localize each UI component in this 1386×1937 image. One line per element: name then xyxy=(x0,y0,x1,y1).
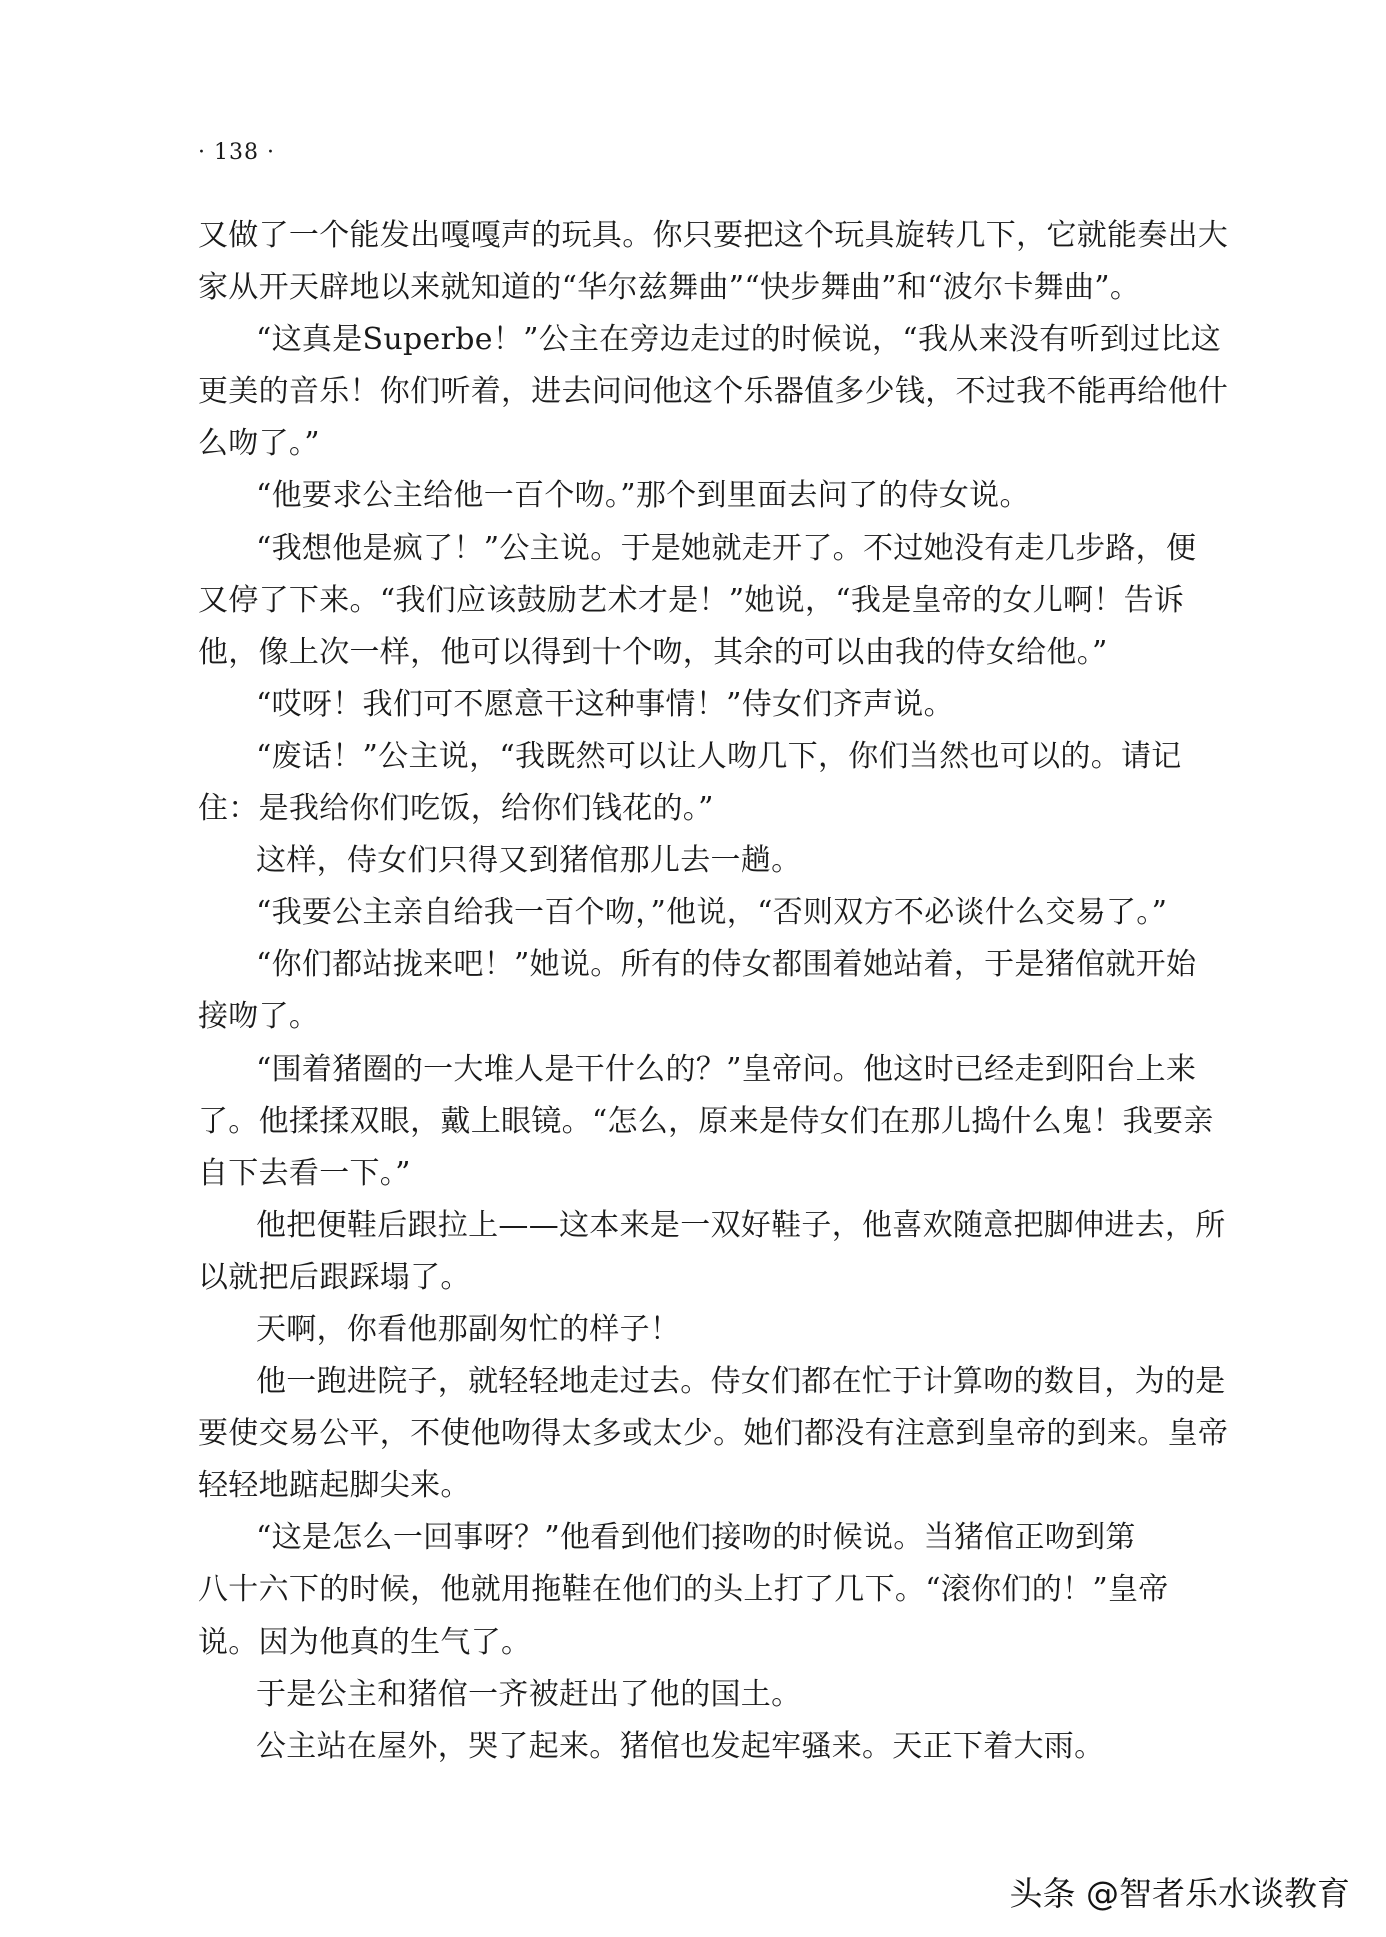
text-line: “我想他是疯了！”公主说。于是她就走开了。不过她没有走几步路，便 xyxy=(256,530,1197,566)
text-line: “我要公主亲自给我一百个吻，”他说，“否则双方不必谈什么交易了。” xyxy=(256,895,1168,931)
text-line: 他把便鞋后跟拉上——这本来是一双好鞋子，他喜欢随意把脚伸进去，所 xyxy=(256,1207,1226,1243)
text-line: “这真是Superbe！”公主在旁边走过的时候说，“我从来没有听到过比这 xyxy=(256,322,1221,358)
text-line: 八十六下的时候，他就用拖鞋在他们的头上打了几下。“滚你们的！”皇帝 xyxy=(198,1572,1169,1608)
text-line: 天啊，你看他那副匆忙的样子！ xyxy=(256,1311,681,1347)
text-line: 么吻了。” xyxy=(198,426,320,462)
text-line: 以就把后跟踩塌了。 xyxy=(198,1259,471,1295)
text-line: 说。因为他真的生气了。 xyxy=(198,1624,532,1660)
text-line: 要使交易公平，不使他吻得太多或太少。她们都没有注意到皇帝的到来。皇帝 xyxy=(198,1416,1229,1452)
text-line: 家从开天辟地以来就知道的“华尔兹舞曲”“快步舞曲”和“波尔卡舞曲”。 xyxy=(198,270,1141,306)
text-line: 他一跑进院子，就轻轻地走过去。侍女们都在忙于计算吻的数目，为的是 xyxy=(256,1364,1226,1400)
text-line: 接吻了。 xyxy=(198,999,320,1035)
text-line: “他要求公主给他一百个吻。”那个到里面去问了的侍女说。 xyxy=(256,478,1030,514)
text-line: 自下去看一下。” xyxy=(198,1155,411,1191)
text-line: 他，像上次一样，他可以得到十个吻，其余的可以由我的侍女给他。” xyxy=(198,634,1108,670)
text-line: 更美的音乐！你们听着，进去问问他这个乐器值多少钱，不过我不能再给他什 xyxy=(198,374,1229,410)
text-line: 又停了下来。“我们应该鼓励艺术才是！”她说，“我是皇帝的女儿啊！告诉 xyxy=(198,582,1185,618)
text-line: 公主站在屋外，哭了起来。猪倌也发起牢骚来。天正下着大雨。 xyxy=(256,1728,1105,1764)
text-line: “废话！”公主说，“我既然可以让人吻几下，你们当然也可以的。请记 xyxy=(256,738,1182,774)
text-line: 轻轻地踮起脚尖来。 xyxy=(198,1468,471,1504)
body-text xyxy=(198,210,1229,1773)
text-line: 于是公主和猪倌一齐被赶出了他的国土。 xyxy=(256,1676,802,1712)
text-line: 又做了一个能发出嘎嘎声的玩具。你只要把这个玩具旋转几下，它就能奏出大 xyxy=(198,218,1229,253)
text-line: “你们都站拢来吧！”她说。所有的侍女都围着她站着，于是猪倌就开始 xyxy=(256,947,1197,983)
text-line: 这样，侍女们只得又到猪倌那儿去一趟。 xyxy=(256,843,802,879)
watermark: 头条 @智者乐水谈教育 xyxy=(1009,1874,1350,1913)
text-line: “这是怎么一回事呀？”他看到他们接吻的时候说。当猪倌正吻到第 xyxy=(256,1520,1136,1556)
text-line: “哎呀！我们可不愿意干这种事情！”侍女们齐声说。 xyxy=(256,686,954,722)
text-line: “围着猪圈的一大堆人是干什么的？”皇帝问。他这时已经走到阳台上来 xyxy=(256,1051,1197,1087)
text-line: 了。他揉揉双眼，戴上眼镜。“怎么，原来是侍女们在那儿捣什么鬼！我要亲 xyxy=(198,1103,1214,1139)
page-number: · 138 · xyxy=(198,140,275,165)
text-line: 住：是我给你们吃饭，给你们钱花的。” xyxy=(198,791,714,827)
